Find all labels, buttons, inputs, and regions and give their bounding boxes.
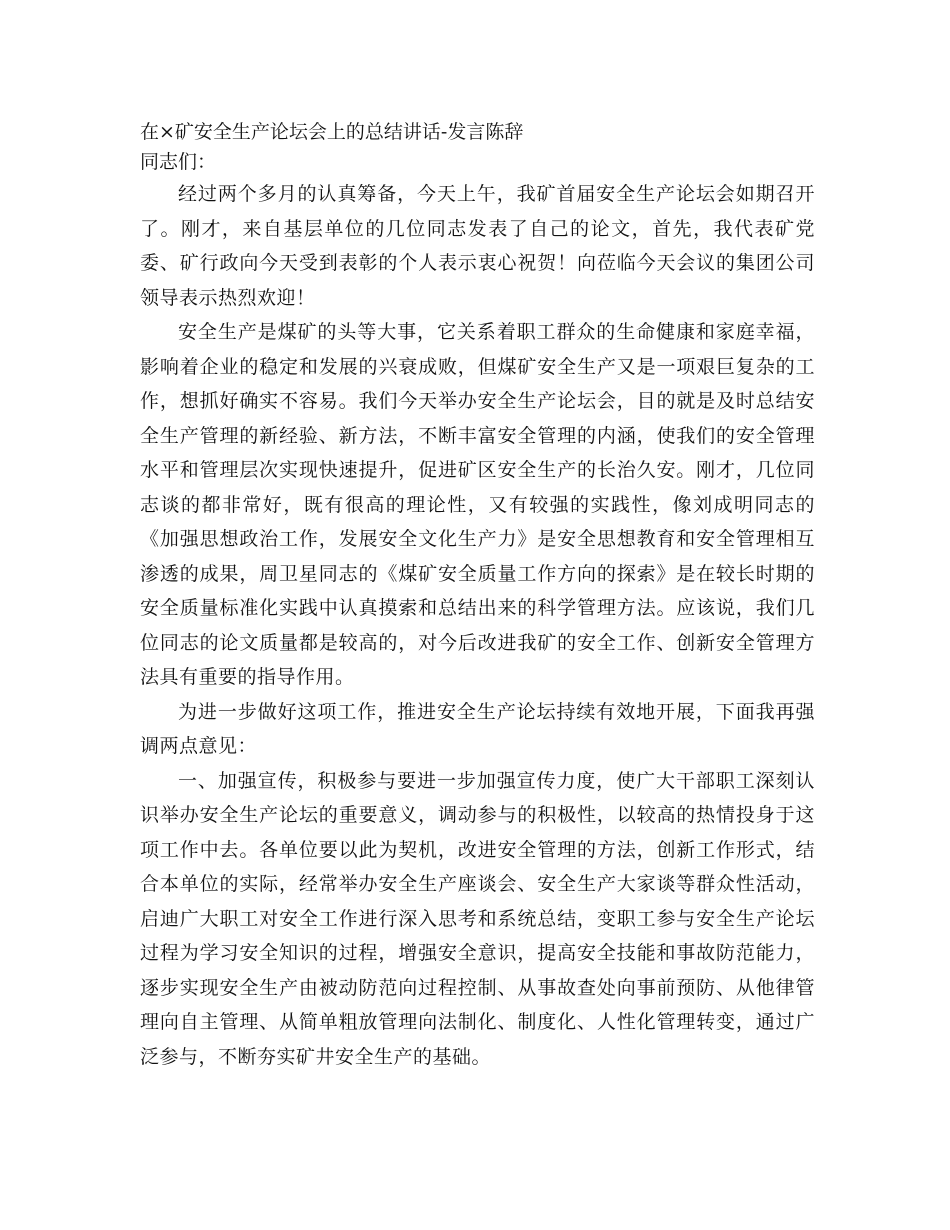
paragraph-opening: 经过两个多月的认真筹备，今天上午，我矿首届安全生产论坛会如期召开了。刚才，来自基层单位的几位同志发表了自己的论文，首先，我代表矿党委、矿行政向今天受到表彰的个人表示衷心祝贺！向莅临今天会议的集团公司领导表示热烈欢迎！ bbox=[140, 183, 815, 309]
paragraph-safety-importance: 安全生产是煤矿的头等大事，它关系着职工群众的生命健康和家庭幸福，影响着企业的稳定和发展的兴衰成败，但煤矿安全生产又是一项艰巨复杂的工作，想抓好确实不容易。我们今天举办安全生产论坛会，目的就是及时总结安全生产管理的新经验、新方法，不断丰富安全管理的内涵，使我们的安全管理水平和管理层次实现快速提升，促进矿区安全生产的长治久安。刚才，几位同志谈的都非常好，既有很高的理论性，又有较强的实践性，像刘成明同志的《加强思想政治工作，发展安全文化生产力》是安全思想教育和安全管理相互渗透的成果，周卫星同志的《煤矿安全质量工作方向的探索》是在较长时期的安全质量标准化实践中认真摸索和总结出来的科学管理方法。应该说，我们几位同志的论文质量都是较高的，对今后改进我矿的安全工作、创新安全管理方法具有重要的指导作用。 bbox=[140, 321, 815, 688]
paragraph-point-one: 一、加强宣传，积极参与要进一步加强宣传力度，使广大干部职工深刻认识举办安全生产论坛的重要意义，调动参与的积极性，以较高的热情投身于这项工作中去。各单位要以此为契机，改进安全管理的方法，创新工作形式，结合本单位的实际，经常举办安全生产座谈会、安全生产大家谈等群众性活动，启迪广大职工对安全工作进行深入思考和系统总结，变职工参与安全生产论坛过程为学习安全知识的过程，增强安全意识，提高安全技能和事故防范能力，逐步实现安全生产由被动防范向过程控制、从事故查处向事前预防、从他律管理向自主管理、从简单粗放管理向法制化、制度化、人性化管理转变，通过广泛参与，不断夯实矿井安全生产的基础。 bbox=[140, 769, 815, 1068]
document-title: 在×矿安全生产论坛会上的总结讲话-发言陈辞 bbox=[140, 121, 524, 143]
document-body bbox=[140, 117, 815, 1074]
salutation: 同志们： bbox=[140, 151, 217, 173]
paragraph-two-points-intro: 为进一步做好这项工作，推进安全生产论坛持续有效地开展，下面我再强调两点意见： bbox=[140, 700, 815, 757]
